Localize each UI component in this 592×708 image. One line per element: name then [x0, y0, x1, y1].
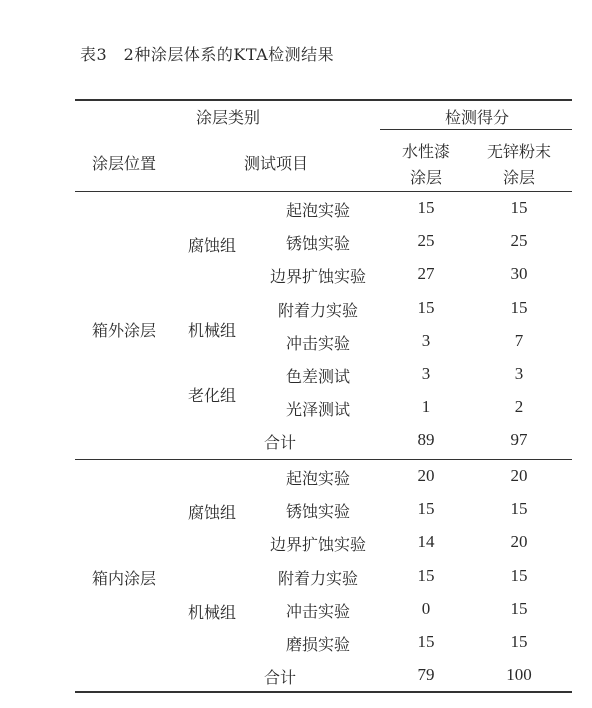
zincfree-score-cell: 15 — [510, 198, 528, 217]
header-waterborne-line2: 涂层 — [409, 168, 443, 187]
zincfree-total-cell: 100 — [506, 665, 532, 685]
waterborne-score-cell: 15 — [417, 499, 435, 519]
waterborne-score-cell: 1 — [421, 397, 431, 417]
coating-position-label: 箱外涂层 — [91, 321, 157, 340]
test-item-cell: 起泡实验 — [285, 469, 351, 488]
total-label: 合计 — [263, 668, 297, 688]
zincfree-score-cell: 15 — [510, 499, 528, 519]
waterborne-score-cell: 3 — [421, 330, 431, 350]
zincfree-score-cell: 15 — [510, 297, 528, 317]
test-item-cell: 起泡实验 — [285, 201, 351, 220]
zincfree-score-cell: 20 — [510, 466, 528, 485]
waterborne-score-cell: 0 — [421, 598, 431, 618]
header-coating-category: 涂层类别 — [195, 108, 261, 127]
zincfree-score-cell: 25 — [510, 231, 528, 251]
zincfree-total-cell: 97 — [510, 430, 528, 450]
zincfree-score-cell: 15 — [510, 632, 528, 651]
test-group-label: 机械组 — [187, 603, 237, 622]
test-item-cell: 光泽测试 — [285, 400, 351, 420]
test-group-label: 腐蚀组 — [187, 503, 237, 522]
waterborne-score-cell: 15 — [417, 565, 435, 585]
bottom-rule — [75, 691, 572, 693]
zincfree-score-cell: 15 — [510, 565, 528, 585]
test-item-cell: 附着力实验 — [277, 568, 359, 588]
zincfree-score-cell: 30 — [510, 264, 528, 284]
waterborne-score-cell: 14 — [417, 532, 435, 552]
table-caption: 表3 2种涂层体系的KTA检测结果 — [80, 45, 335, 64]
waterborne-score-cell: 15 — [417, 632, 435, 651]
test-item-cell: 附着力实验 — [277, 300, 359, 320]
header-zincfree-line2: 涂层 — [502, 168, 536, 187]
test-item-cell: 边界扩蚀实验 — [269, 267, 367, 287]
header-waterborne-line1: 水性漆 — [401, 142, 451, 161]
test-item-cell: 锈蚀实验 — [285, 502, 351, 522]
zincfree-score-cell: 7 — [514, 330, 524, 350]
zincfree-score-cell: 15 — [510, 598, 528, 618]
header-test-scores: 检测得分 — [444, 108, 510, 127]
test-item-cell: 磨损实验 — [285, 635, 351, 654]
waterborne-score-cell: 27 — [417, 264, 435, 284]
header-subrule — [380, 129, 572, 130]
zincfree-score-cell: 3 — [514, 364, 524, 383]
header-coating-position: 涂层位置 — [91, 154, 157, 173]
test-group-label: 腐蚀组 — [187, 236, 237, 255]
zincfree-score-cell: 2 — [514, 397, 524, 417]
coating-position-label: 箱内涂层 — [91, 569, 157, 588]
test-group-label: 老化组 — [187, 386, 237, 405]
waterborne-total-cell: 79 — [417, 665, 435, 685]
waterborne-score-cell: 3 — [421, 364, 431, 383]
section-divider-rule — [75, 459, 572, 460]
test-group-label: 机械组 — [187, 321, 237, 340]
waterborne-total-cell: 89 — [417, 430, 435, 450]
total-label: 合计 — [263, 433, 297, 453]
header-test-item: 测试项目 — [243, 154, 309, 173]
header-bottom-rule — [75, 191, 572, 192]
test-item-cell: 冲击实验 — [285, 333, 351, 353]
zincfree-score-cell: 20 — [510, 532, 528, 552]
test-item-cell: 边界扩蚀实验 — [269, 535, 367, 555]
header-zincfree-line1: 无锌粉末 — [486, 142, 552, 161]
test-item-cell: 色差测试 — [285, 367, 351, 386]
waterborne-score-cell: 25 — [417, 231, 435, 251]
top-rule — [75, 99, 572, 101]
waterborne-score-cell: 15 — [417, 198, 435, 217]
waterborne-score-cell: 20 — [417, 466, 435, 485]
test-item-cell: 冲击实验 — [285, 601, 351, 621]
waterborne-score-cell: 15 — [417, 297, 435, 317]
test-item-cell: 锈蚀实验 — [285, 234, 351, 254]
